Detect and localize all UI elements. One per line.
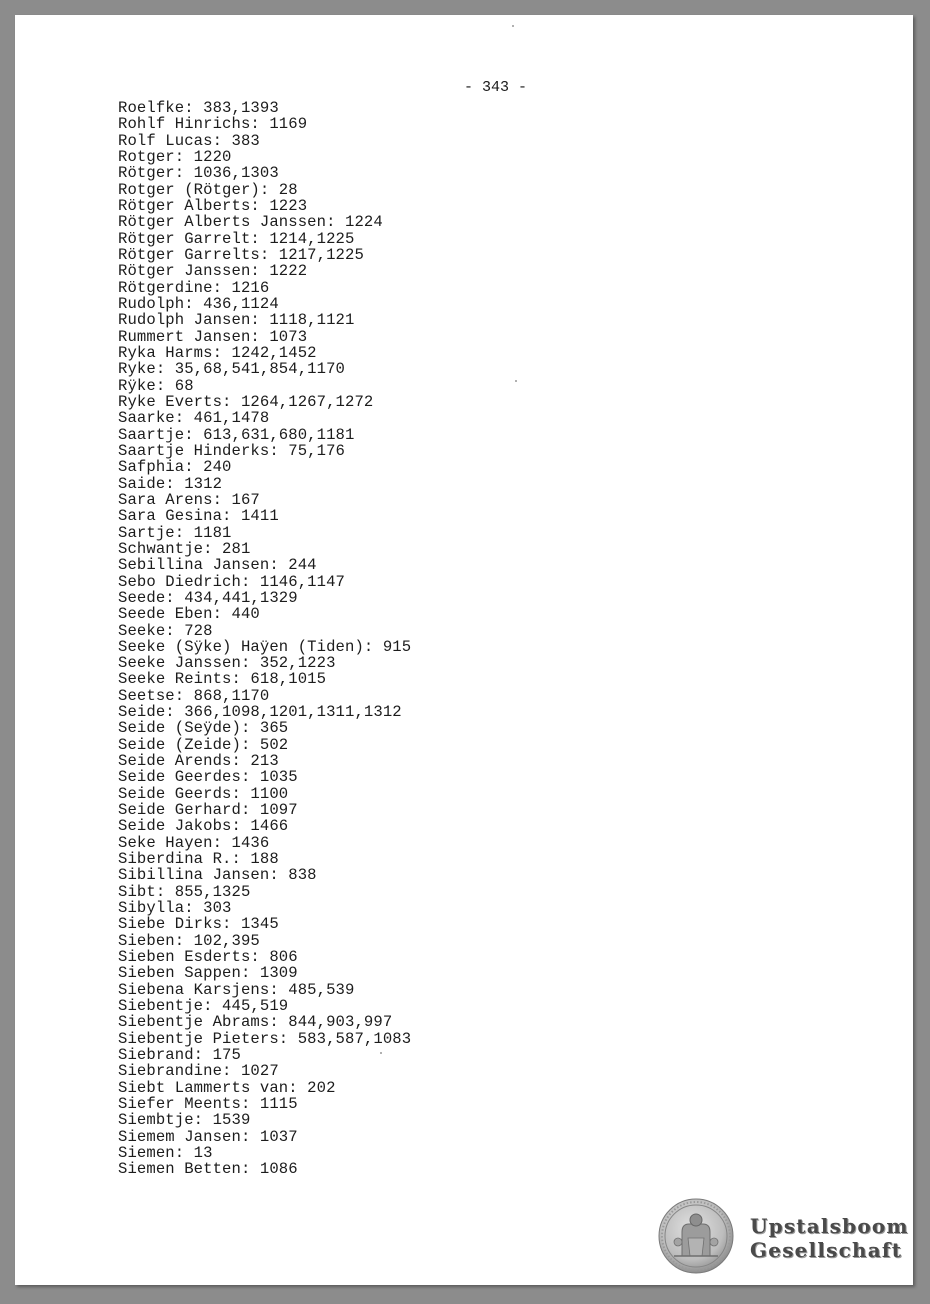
- index-entry: Rötgerdine: 1216: [118, 278, 270, 297]
- index-entry: Siebentje: 445,519: [118, 997, 289, 1016]
- index-entry: Seide Geerdes: 1035: [118, 768, 298, 787]
- index-entry: Seeke (Sÿke) Haÿen (Tiden): 915: [118, 637, 412, 656]
- index-entry: Rötger: 1036,1303: [118, 164, 279, 183]
- index-entry: Seide Geerds: 1100: [118, 784, 289, 803]
- index-entry: Sieben Esderts: 806: [118, 948, 298, 967]
- index-entry: Saartje Hinderks: 75,176: [118, 441, 345, 460]
- index-entry: Sibt: 855,1325: [118, 882, 251, 901]
- index-entry: Rötger Janssen: 1222: [118, 262, 308, 281]
- index-entry: Rudolph: 436,1124: [118, 294, 279, 313]
- index-entry: Seide Gerhard: 1097: [118, 801, 298, 820]
- index-entry: Rolf Lucas: 383: [118, 131, 260, 150]
- society-name-line2: Gesellschaft: [750, 1238, 903, 1262]
- index-entry: Rudolph Jansen: 1118,1121: [118, 311, 355, 330]
- index-entry: Siemen Betten: 1086: [118, 1160, 298, 1179]
- scan-speck: [512, 25, 514, 27]
- index-entry: Sebo Diedrich: 1146,1147: [118, 572, 345, 591]
- index-entry: Rötger Alberts Janssen: 1224: [118, 213, 383, 232]
- index-entry: Sartje: 1181: [118, 523, 232, 542]
- index-entry: Ryke: 35,68,541,854,1170: [118, 360, 345, 379]
- scan-speck: [380, 1052, 382, 1054]
- index-entry: Siebena Karsjens: 485,539: [118, 980, 355, 999]
- index-entry: Siebt Lammerts van: 202: [118, 1078, 336, 1097]
- index-entry: Siebentje Abrams: 844,903,997: [118, 1013, 393, 1032]
- index-entry: Seide: 366,1098,1201,1311,1312: [118, 703, 402, 722]
- document-page: [15, 15, 913, 1285]
- index-entry: Seide (Seÿde): 365: [118, 719, 289, 738]
- index-entry: Sieben Sappen: 1309: [118, 964, 298, 983]
- index-entry: Roelfke: 383,1393: [118, 99, 279, 117]
- scan-speck: [515, 380, 517, 382]
- index-entry: Sara Arens: 167: [118, 490, 260, 509]
- index-entry: Saide: 1312: [118, 474, 223, 493]
- index-entry: Seide Arends: 213: [118, 752, 279, 771]
- index-entry: Seede: 434,441,1329: [118, 588, 298, 607]
- index-entry: Sibylla: 303: [118, 899, 232, 918]
- index-entry: Schwantje: 281: [118, 539, 251, 558]
- seal-icon: [658, 1198, 734, 1274]
- index-entry: Ryka Harms: 1242,1452: [118, 343, 317, 362]
- index-entry: Rÿke: 68: [118, 376, 194, 395]
- index-entry: Ryke Everts: 1264,1267,1272: [118, 392, 374, 411]
- index-entry: Seide Jakobs: 1466: [118, 817, 289, 836]
- upstalsboom-logo: [658, 1198, 908, 1276]
- index-entry: Seeke Janssen: 352,1223: [118, 654, 336, 673]
- index-entry: Sibillina Jansen: 838: [118, 866, 317, 885]
- page-number: - 343 -: [463, 79, 527, 96]
- index-entry: Seide (Zeide): 502: [118, 735, 289, 754]
- index-entry: Rötger Garrelts: 1217,1225: [118, 245, 364, 264]
- index-entry: Rötger Garrelt: 1214,1225: [118, 229, 355, 248]
- society-name-line1: Upstalsboom: [750, 1214, 909, 1238]
- index-entry: Rotger (Rötger): 28: [118, 180, 298, 199]
- index-entry: Rotger: 1220: [118, 147, 232, 166]
- index-entry: Seke Hayen: 1436: [118, 833, 270, 852]
- index-entry: Seetse: 868,1170: [118, 686, 270, 705]
- index-entry: Siemen: 13: [118, 1144, 213, 1162]
- index-entry: Rummert Jansen: 1073: [118, 327, 308, 346]
- index-entry: Seeke: 728: [118, 621, 213, 640]
- index-entry: Sara Gesina: 1411: [118, 507, 279, 526]
- index-entry: Siebrandine: 1027: [118, 1062, 279, 1081]
- index-entry: Seede Eben: 440: [118, 605, 260, 624]
- index-entry: Rohlf Hinrichs: 1169: [118, 115, 308, 134]
- index-entry: Rötger Alberts: 1223: [118, 196, 308, 215]
- index-entry: Saartje: 613,631,680,1181: [118, 425, 355, 444]
- index-entry: Siemem Jansen: 1037: [118, 1127, 298, 1146]
- index-entry: Siberdina R.: 188: [118, 850, 279, 869]
- index-entry: Seeke Reints: 618,1015: [118, 670, 327, 689]
- index-entry: Siebentje Pieters: 583,587,1083: [118, 1029, 412, 1048]
- index-entry: Sebillina Jansen: 244: [118, 556, 317, 575]
- society-name: [750, 1214, 909, 1262]
- index-entry: Safphia: 240: [118, 458, 232, 477]
- index-entry: Sieben: 102,395: [118, 931, 260, 950]
- index-entry: Siebe Dirks: 1345: [118, 915, 279, 934]
- index-entry: Siebrand: 175: [118, 1046, 241, 1065]
- name-index-list: [118, 100, 411, 1178]
- index-entry: Siefer Meents: 1115: [118, 1095, 298, 1114]
- index-entry: Saarke: 461,1478: [118, 409, 270, 428]
- index-entry: Siembtje: 1539: [118, 1111, 251, 1130]
